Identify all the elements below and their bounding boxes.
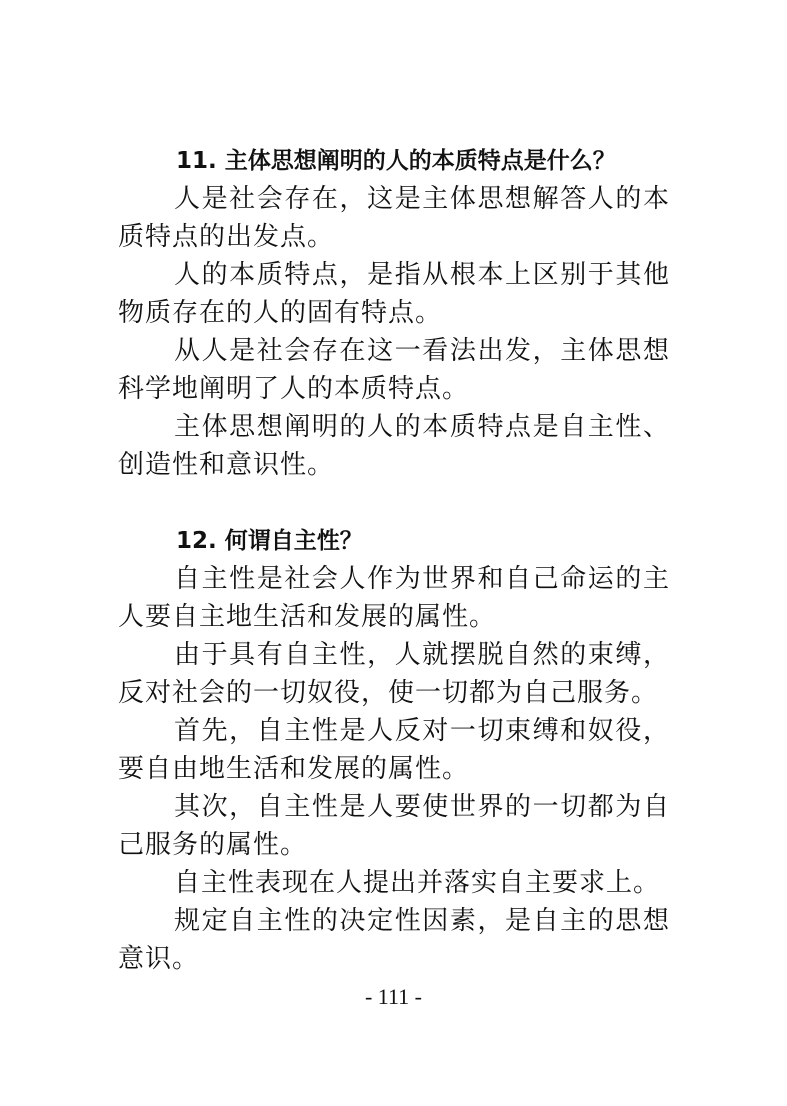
page-number: - 111 - [364,984,423,1009]
paragraph: 首先，自主性是人反对一切束缚和奴役，要自由地生活和发展的属性。 [118,716,670,784]
paragraph: 主体思想阐明的人的本质特点是自主性、创造性和意识性。 [118,412,670,480]
section-heading: 11. 主体思想阐明的人的本质特点是什么？ [176,148,616,174]
paragraph: 人是社会存在，这是主体思想解答人的本质特点的出发点。 [118,184,670,252]
section-12 [118,522,670,978]
paragraph: 自主性是社会人作为世界和自己命运的主人要自主地生活和发展的属性。 [118,564,670,632]
document-page [118,142,670,978]
paragraph: 从人是社会存在这一看法出发，主体思想科学地阐明了人的本质特点。 [118,336,670,404]
paragraph: 其次，自主性是人要使世界的一切都为自己服务的属性。 [118,792,670,860]
paragraph: 由于具有自主性，人就摆脱自然的束缚，反对社会的一切奴役，使一切都为自己服务。 [118,640,670,708]
paragraph: 规定自主性的决定性因素，是自主的思想意识。 [118,906,670,974]
paragraph: 人的本质特点，是指从根本上区别于其他物质存在的人的固有特点。 [118,260,670,328]
section-heading: 12. 何谓自主性？ [176,528,363,554]
paragraph: 自主性表现在人提出并落实自主要求上。 [174,868,661,898]
section-11 [118,142,670,484]
